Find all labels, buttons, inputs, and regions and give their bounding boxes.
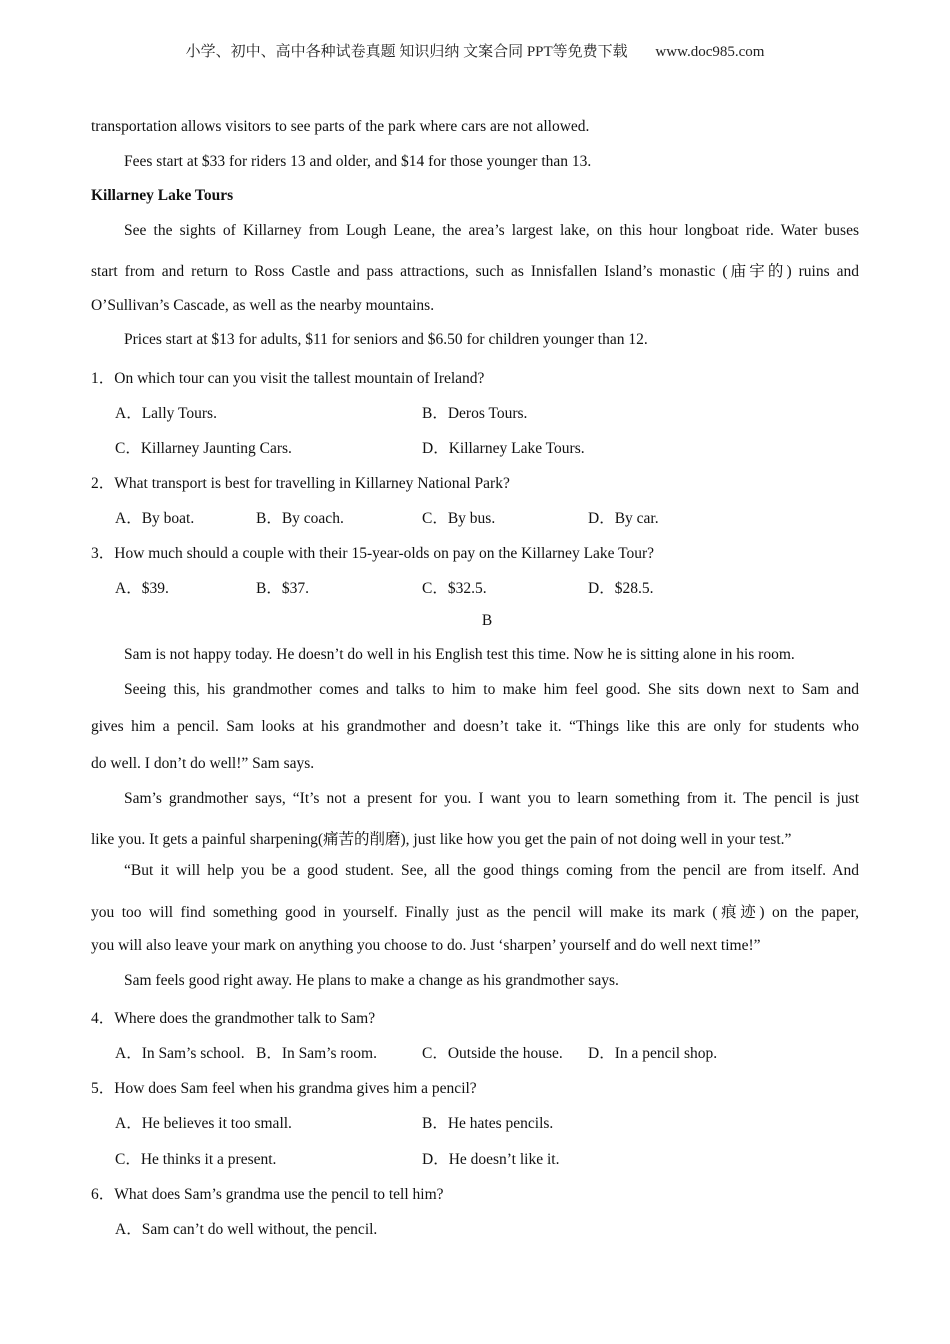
lake-paragraph-line: See the sights of Killarney from Lough Leane, the area’s largest lake, on this hour longboat ride. Water buses <box>124 222 859 239</box>
question-stem: 5．How does Sam feel when his grandma gives him a pencil? <box>91 1080 477 1097</box>
answer-option[interactable]: A．In Sam’s school. <box>115 1045 245 1062</box>
header-site-link[interactable]: www.doc985.com <box>655 44 765 60</box>
answer-option[interactable]: A．Lally Tours. <box>115 405 217 422</box>
section-label-b: B <box>481 612 493 629</box>
answer-option[interactable]: B．$37. <box>256 580 309 597</box>
answer-option[interactable]: D．In a pencil shop. <box>588 1045 718 1062</box>
story-paragraph: Sam feels good right away. He plans to make a change as his grandmother says. <box>124 972 619 989</box>
lake-paragraph-line: start from and return to Ross Castle and pass attractions, such as Innisfallen Island’s monastic (庙宇的) ruins and <box>91 263 859 280</box>
answer-option[interactable]: A．Sam can’t do well without, the pencil. <box>115 1221 378 1238</box>
answer-option[interactable]: A．$39. <box>115 580 169 597</box>
story-paragraph-line: like you. It gets a painful sharpening(痛苦的削磨), just like how you get the pain of not doing well in your test.” <box>91 831 792 848</box>
paragraph-prices: Prices start at $13 for adults, $11 for seniors and $6.50 for children younger than 12. <box>124 331 648 348</box>
answer-option[interactable]: C．$32.5. <box>422 580 487 597</box>
answer-option[interactable]: A．He believes it too small. <box>115 1115 292 1132</box>
answer-option[interactable]: C．By bus. <box>422 510 496 527</box>
story-paragraph-line: gives him a pencil. Sam looks at his grandmother and doesn’t take it. “Things like this are only for students who <box>91 718 859 735</box>
answer-option[interactable]: B．In Sam’s room. <box>256 1045 377 1062</box>
answer-option[interactable]: D．By car. <box>588 510 659 527</box>
answer-option[interactable]: C．He thinks it a present. <box>115 1151 277 1168</box>
question-stem: 4．Where does the grandmother talk to Sam? <box>91 1010 376 1027</box>
answer-option[interactable]: B．Deros Tours. <box>422 405 528 422</box>
answer-option[interactable]: D．Killarney Lake Tours. <box>422 440 585 457</box>
story-paragraph-line: Sam’s grandmother says, “It’s not a present for you. I want you to learn something from it. The pencil is just <box>124 790 859 807</box>
paragraph-transport: transportation allows visitors to see parts of the park where cars are not allowed. <box>91 118 590 135</box>
story-paragraph: Sam is not happy today. He doesn’t do well in his English test this time. Now he is sitting alone in his room. <box>124 646 795 663</box>
story-paragraph-line: do well. I don’t do well!” Sam says. <box>91 755 315 772</box>
story-paragraph-line: Seeing this, his grandmother comes and talks to him to make him feel good. She sits down next to Sam and <box>124 681 859 698</box>
question-stem: 3．How much should a couple with their 15-year-olds on pay on the Killarney Lake Tour? <box>91 545 655 562</box>
section-heading-lake-tours: Killarney Lake Tours <box>91 187 234 204</box>
page-header <box>0 40 950 61</box>
answer-option[interactable]: B．By coach. <box>256 510 344 527</box>
lake-paragraph-line: O’Sullivan’s Cascade, as well as the nearby mountains. <box>91 297 435 314</box>
paragraph-fees: Fees start at $33 for riders 13 and older, and $14 for those younger than 13. <box>124 153 592 170</box>
question-stem: 2．What transport is best for travelling in Killarney National Park? <box>91 475 510 492</box>
question-stem: 1．On which tour can you visit the tallest mountain of Ireland? <box>91 370 485 387</box>
header-title: 小学、初中、高中各种试卷真题 知识归纳 文案合同 PPT等免费下载 <box>185 44 628 60</box>
answer-option[interactable]: C．Outside the house. <box>422 1045 563 1062</box>
question-stem: 6．What does Sam’s grandma use the pencil to tell him? <box>91 1186 444 1203</box>
answer-option[interactable]: C．Killarney Jaunting Cars. <box>115 440 292 457</box>
answer-option[interactable]: D．He doesn’t like it. <box>422 1151 560 1168</box>
story-paragraph-line: you will also leave your mark on anything you choose to do. Just ‘sharpen’ yourself and do well next time!” <box>91 937 761 954</box>
story-paragraph-line: you too will find something good in yourself. Finally just as the pencil will make its mark (痕迹) on the paper, <box>91 904 859 921</box>
answer-option[interactable]: B．He hates pencils. <box>422 1115 554 1132</box>
answer-option[interactable]: A．By boat. <box>115 510 195 527</box>
answer-option[interactable]: D．$28.5. <box>588 580 654 597</box>
story-paragraph-line: “But it will help you be a good student. See, all the good things coming from the pencil are from itself. And <box>124 862 859 879</box>
